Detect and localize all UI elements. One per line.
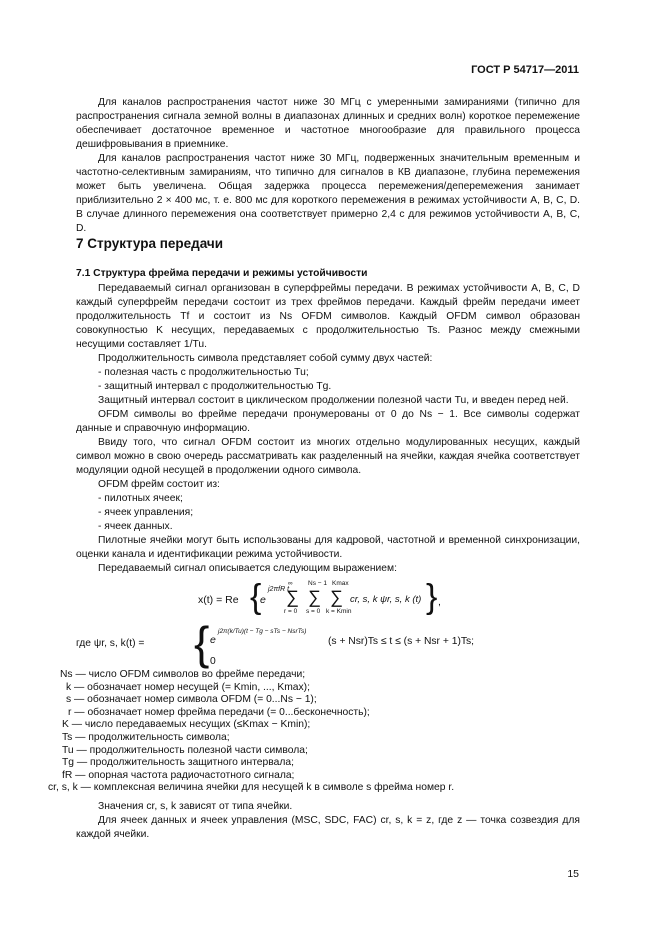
definition-item: s — обозначает номер символа OFDM (= 0...Ns − 1);	[66, 694, 317, 706]
body-paragraph-5: Ввиду того, что сигнал OFDM состоит из многих отдельно модулированных несущих, каждый символ можно в свою очередь рассматривать как разделенный на ячейки, каждая ячейка соответствует модуляции одной несущей в продолжении одного символа.	[76, 437, 580, 476]
definition-item: K — число передаваемых несущих (≤Kmax − Kmin);	[62, 719, 311, 731]
tail-block	[76, 800, 580, 842]
body-paragraph-2: Продолжительность символа представляет собой сумму двух частей:	[98, 353, 433, 364]
body-block	[76, 282, 580, 576]
sum-upper: ∞	[288, 580, 293, 587]
sum-upper: Ns − 1	[308, 580, 327, 587]
definition-item: r — обозначает номер фрейма передачи (= 0...бесконечность);	[68, 706, 370, 718]
body-paragraph-6: OFDM фрейм состоит из:	[98, 479, 220, 490]
list-item: - полезная часть с продолжительностью Tu;	[98, 367, 309, 378]
formula-lhs: x(t) = Re	[198, 594, 239, 606]
signal-formula: x(t) = Re { e j2πfR t ∞ ∑ r = 0 Ns − 1 ∑ s = 0 Kmax ∑ k = Kmin cr, s, k ψr, s, k (t) } ,	[198, 578, 441, 616]
sum-lower: k = Kmin	[326, 608, 352, 615]
definition-item: Ts — продолжительность символа;	[62, 731, 230, 743]
definitions-list	[48, 669, 568, 795]
definition-item: fR — опорная частота радиочастотного сигнала;	[62, 769, 295, 781]
list-item: - ячеек управления;	[98, 507, 194, 518]
definition-item: Tu — продолжительность полезной части символа;	[62, 744, 308, 756]
body-paragraph-8: Передаваемый сигнал описывается следующим выражением:	[98, 563, 397, 574]
definition-item: Tg — продолжительность защитного интервала;	[62, 757, 294, 769]
definition-item: k — обозначает номер несущей (= Kmin, ..., Kmax);	[66, 681, 310, 693]
sum-lower: r = 0	[284, 608, 298, 615]
subsection-title: 7.1 Структура фрейма передачи и режимы устойчивости	[76, 268, 368, 279]
list-item: - ячеек данных.	[98, 521, 173, 532]
formula-term: cr, s, k ψr, s, k (t)	[350, 594, 422, 605]
psi-condition: (s + Nsr)Ts ≤ t ≤ (s + Nsr + 1)Ts;	[328, 636, 475, 647]
body-paragraph-4: OFDM символы во фрейме передачи пронумерованы от 0 до Ns − 1. Все символы содержат данные и справочную информацию.	[76, 409, 580, 434]
section-title: 7 Структура передачи	[76, 236, 224, 251]
sum-upper: Kmax	[332, 580, 349, 587]
intro-paragraph-2: Для каналов распространения частот ниже 30 МГц, подверженных значительным временным и частотно-селективным замираниям, что типично для сигналов в КВ диапазоне, глубина перемежения может быть увеличена. Общая задержка процесса перемежения/деперемежения занимает приблизительно 2 × 400 мс, т. е. 800 мс для короткого перемежения в режимах устойчивости А, В, С, D. В случае длинного перемежения она соответствует примерно 2,4 с для режимов устойчивости А, В, С, D.	[76, 153, 580, 234]
list-item: - защитный интервал с продолжительностью Tg.	[98, 381, 332, 392]
psi-otherwise: 0	[210, 656, 216, 667]
body-paragraph-1: Передаваемый сигнал организован в суперфреймы передачи. В режимах устойчивости А, В, С, D каждый суперфрейм передачи состоит из трех фреймов передачи. Каждый фрейм передачи имеет продолжительность Tf и состоит из Ns OFDM символов. Каждый OFDM символ образован совокупностью K несущих, передаваемых с продолжительностью Ts. Разнос между смежными несущими составляет 1/Tu.	[76, 283, 580, 350]
psi-exponent: j2π(k/Tu)(t − Tg − sTs − NsrTs)	[218, 628, 307, 635]
tail-paragraph-1: Значения cr, s, k зависят от типа ячейки.	[98, 801, 293, 812]
definition-item: Ns — число OFDM символов во фрейме передачи;	[60, 669, 306, 680]
sum-lower: s = 0	[306, 608, 321, 615]
document-id: ГОСТ Р 54717—2011	[471, 64, 579, 76]
page-number: 15	[567, 868, 579, 880]
formula-exponent: j2πfR t	[268, 586, 290, 593]
body-paragraph-7: Пилотные ячейки могут быть использованы для кадровой, частотной и временной синхронизации, оценки канала и идентификации режима устойчивости.	[76, 535, 580, 560]
intro-paragraph-1: Для каналов распространения частот ниже 30 МГц с умеренными замираниями (типично для распространения сигнала земной волны в диапазонах длинных и средних волн) короткое перемежение обеспечивает достаточное временное и частотное многообразие для правильного процесса дешифровывания в приемнике.	[76, 97, 580, 150]
psi-definition-label: где ψr, s, k(t) =	[76, 638, 145, 649]
list-item: - пилотных ячеек;	[98, 493, 183, 504]
body-paragraph-3: Защитный интервал состоит в циклическом продолжении полезной части Tu, и введен перед ней.	[98, 395, 569, 406]
definition-item: cr, s, k — комплексная величина ячейки для несущей k в символе s фрейма номер r.	[48, 782, 455, 794]
tail-paragraph-2: Для ячеек данных и ячеек управления (MSC, SDC, FAC) cr, s, k = z, где z — точка созвездия для каждой ячейки.	[76, 815, 580, 840]
psi-formula: где ψr, s, k(t) = { e j2π(k/Tu)(t − Tg − sTs − NsrTs) (s + Nsr)Ts ≤ t ≤ (s + Nsr + 1)Ts; 0	[76, 617, 475, 669]
intro-block	[76, 96, 580, 236]
